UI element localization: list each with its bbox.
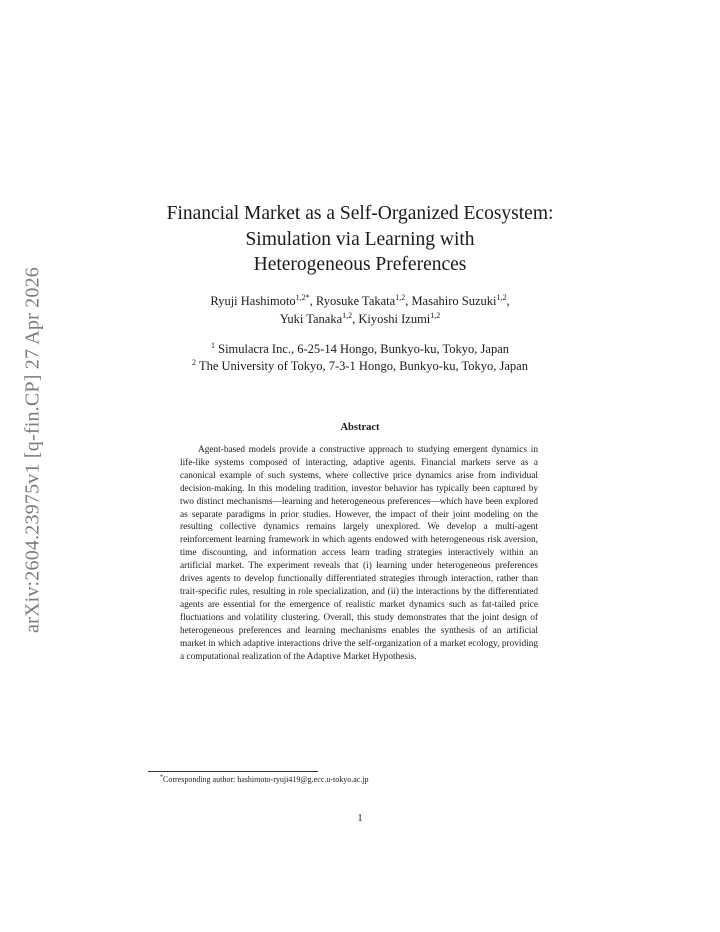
author-line-1 bbox=[0, 292, 720, 310]
author-separator: , bbox=[309, 294, 316, 308]
author-affiliation-marker: 1,2 bbox=[395, 292, 406, 302]
arxiv-identifier-text: arXiv:2604.23975v1 [q-fin.CP] 27 Apr 2026 bbox=[21, 267, 44, 633]
author-name: Kiyoshi Izumi bbox=[358, 312, 431, 326]
affiliation-1 bbox=[0, 341, 720, 358]
affiliation-number: 1 bbox=[211, 340, 215, 350]
author-name: Ryosuke Takata bbox=[315, 294, 396, 308]
title-line-3: Heterogeneous Preferences bbox=[253, 254, 467, 275]
author-affiliation-marker: 1,2 bbox=[342, 310, 353, 320]
title-line-1: Financial Market as a Self-Organized Ecosystem: bbox=[166, 203, 554, 224]
author-affiliation-marker: 1,2 bbox=[430, 310, 441, 320]
affiliation-number: 2 bbox=[192, 357, 197, 367]
corresponding-author-marker: * bbox=[305, 292, 310, 302]
title-line-2: Simulation via Learning with bbox=[245, 228, 475, 250]
footnote-divider bbox=[148, 771, 318, 772]
affiliation-2 bbox=[0, 358, 720, 375]
paper-title bbox=[0, 201, 720, 278]
author-name: Masahiro Suzuki bbox=[411, 294, 497, 308]
author-separator: , bbox=[506, 294, 510, 308]
author-line-2 bbox=[0, 310, 720, 328]
page-number: 1 bbox=[357, 813, 363, 824]
affiliation-text: The University of Tokyo, 7-3-1 Hongo, Bunkyo-ku, Tokyo, Japan bbox=[198, 359, 528, 373]
author-affiliation-marker: 1,2 bbox=[295, 292, 306, 302]
author-separator: , bbox=[352, 312, 359, 326]
author-list bbox=[0, 292, 720, 328]
author-affiliation-marker: 1,2 bbox=[496, 292, 507, 302]
abstract-heading: Abstract bbox=[340, 422, 380, 433]
abstract-text: Agent-based models provide a constructive approach to studying emergent dynamics in life-like systems composed of interacting, adaptive agents. Financial markets serve as a canonical example of such systems, where collective price dynamics arise from individual decision-making. In this modeling tradition, investor behavior has typically been captured by two distinct mechanisms—learning and heterogeneous preferences—which have been explored as separate paradigms in prior studies. However, the impact of their joint modeling on the resulting collective dynamics remains largely unexplored. We develop a multi-agent reinforcement learning framework in which agents endowed with heterogeneous risk aversion, time discounting, and information access learn trading strategies interactively within an artificial market. The experiment reveals that (i) learning under heterogeneous preferences drives agents to develop functionally differentiated strategies through interaction, rather than trait-specific rules, resulting in role specialization, and (ii) the interactions by the differentiated agents are essential for the emergence of realistic market dynamics such as fat-tailed price fluctuations and volatility clustering. Overall, this study demonstrates that the joint design of heterogeneous preferences and learning mechanisms enables the synthesis of an artificial market in which adaptive interactions drive the self-organization of a market ecology, providing a computational realization of the Adaptive Market Hypothesis. bbox=[180, 445, 538, 662]
author-name: Yuki Tanaka bbox=[279, 312, 343, 326]
author-name: Ryuji Hashimoto bbox=[210, 294, 296, 308]
affiliation-list bbox=[0, 341, 720, 375]
affiliation-text: Simulacra Inc., 6-25-14 Hongo, Bunkyo-ku, Tokyo, Japan bbox=[218, 342, 509, 356]
corresponding-author-footnote bbox=[160, 774, 369, 785]
author-separator: , bbox=[405, 294, 412, 308]
footnote-marker: * bbox=[160, 774, 163, 781]
footnote-text: Corresponding author: hashimoto-ryuji419@g.ecc.u-tokyo.ac.jp bbox=[163, 775, 369, 784]
